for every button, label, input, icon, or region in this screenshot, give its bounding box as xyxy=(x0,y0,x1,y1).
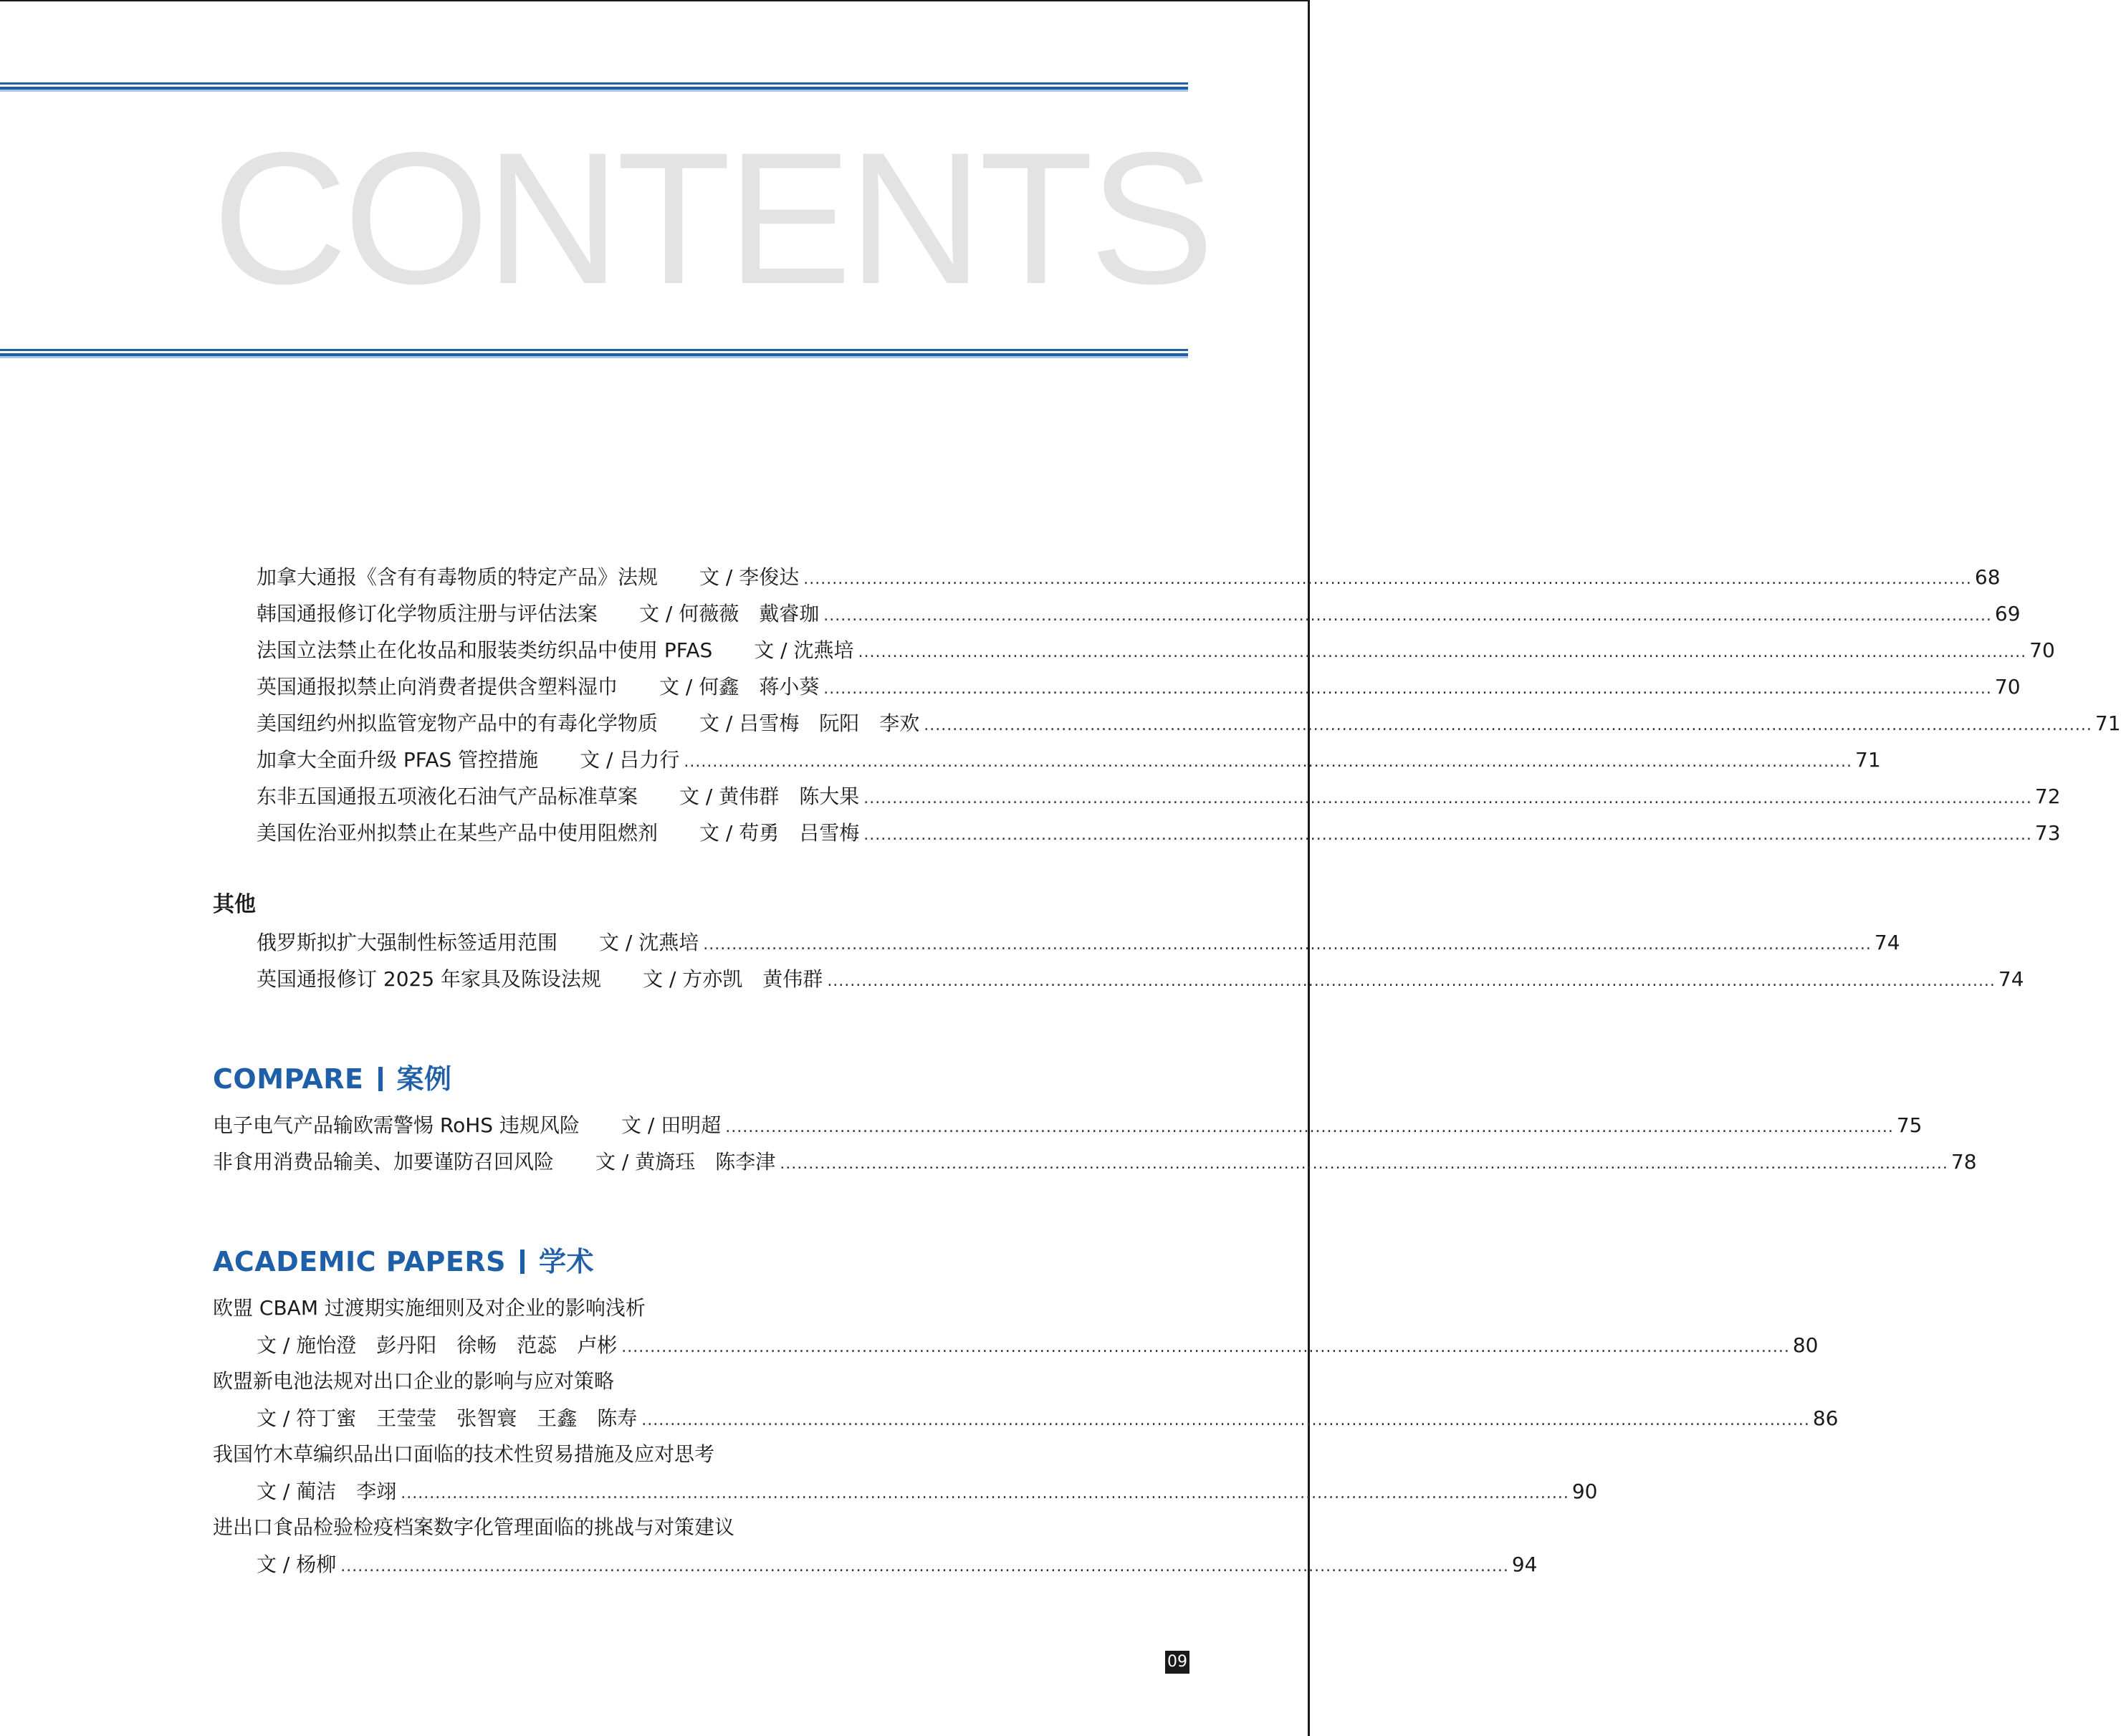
leader-dots: ............................................................................................................................................................................................................ xyxy=(401,1485,1569,1502)
toc-entry-author: 文 / 沈燕培 xyxy=(599,931,699,954)
leader-dots: ............................................................................................................................................................................................................ xyxy=(340,1558,1509,1576)
toc-entry-page: 80 xyxy=(1792,1333,1819,1357)
section-heading-en: COMPARE xyxy=(213,1063,364,1095)
toc-entry-page: 71 xyxy=(2094,711,2121,735)
toc-entry-page: 86 xyxy=(1812,1406,1839,1430)
toc-entry[interactable] xyxy=(257,563,2001,592)
toc-entry[interactable] xyxy=(257,1331,1819,1360)
toc-entry[interactable] xyxy=(257,746,1881,775)
toc-entry-title: 韩国通报修订化学物质注册与评估法案 xyxy=(257,602,598,625)
toc-entry-author: 文 / 何薇薇 戴睿珈 xyxy=(639,602,820,625)
toc-entry[interactable] xyxy=(257,1404,1839,1433)
top-double-rule xyxy=(0,82,1188,92)
toc-entry[interactable] xyxy=(257,1550,1538,1579)
toc-entry-author: 文 / 黄伟群 陈大果 xyxy=(679,785,860,808)
leader-dots: ............................................................................................................................................................................................................ xyxy=(641,1411,1810,1429)
leader-dots: ............................................................................................................................................................................................................ xyxy=(858,643,2027,661)
toc-entry-page: 72 xyxy=(2034,785,2061,808)
page-border-top xyxy=(0,0,1310,1)
toc-entry[interactable] xyxy=(257,636,2055,665)
leader-dots: ............................................................................................................................................................................................................ xyxy=(725,1118,1894,1136)
toc-entry[interactable] xyxy=(213,1148,1977,1176)
section-heading-zh: 案例 xyxy=(396,1063,452,1095)
toc-entry-author: 文 / 方亦凯 黄伟群 xyxy=(643,967,823,991)
page-number-badge: 09 xyxy=(1165,1651,1189,1674)
toc-entry-title: 英国通报拟禁止向消费者提供含塑料湿巾 xyxy=(257,675,618,699)
leader-dots: ............................................................................................................................................................................................................ xyxy=(703,936,1872,954)
subsection-heading-other: 其他 xyxy=(213,892,256,917)
toc-entry-page: 78 xyxy=(1950,1150,1977,1174)
toc-entry-page: 70 xyxy=(2029,638,2055,662)
leader-dots: ............................................................................................................................................................................................................ xyxy=(863,790,2032,807)
toc-entry-title: 法国立法禁止在化妆品和服装类纺织品中使用 PFAS xyxy=(257,638,713,662)
toc-entry-page: 70 xyxy=(1994,675,2021,699)
toc-entry-author: 文 / 田明超 xyxy=(621,1113,722,1137)
toc-entry[interactable] xyxy=(257,1477,1598,1506)
toc-entry-title: 东非五国通报五项液化石油气产品标准草案 xyxy=(257,785,638,808)
toc-entry-title: 非食用消费品输美、加要谨防召回风险 xyxy=(213,1150,555,1174)
section-divider-bar xyxy=(520,1250,525,1274)
toc-entry[interactable] xyxy=(257,600,2021,628)
toc-entry[interactable] xyxy=(257,709,2121,738)
leader-dots: ............................................................................................................................................................................................................ xyxy=(803,570,1972,588)
toc-entry-page: 69 xyxy=(1994,602,2021,625)
toc-entry-author: 文 / 沈燕培 xyxy=(754,638,854,662)
toc-entry-author: 文 / 符丁蜜 王莹莹 张智寰 王鑫 陈寿 xyxy=(257,1406,638,1430)
toc-entry-title: 加拿大全面升级 PFAS 管控措施 xyxy=(257,748,539,772)
toc-entry-page: 68 xyxy=(1974,565,2001,589)
toc-entry-page: 71 xyxy=(1855,748,1881,772)
contents-watermark-title: CONTENTS xyxy=(212,113,1210,323)
toc-entry-page: 74 xyxy=(1998,967,2024,991)
toc-entry-title: 美国佐治亚州拟禁止在某些产品中使用阻燃剂 xyxy=(257,821,659,845)
paper-title[interactable]: 我国竹木草编织品出口面临的技术性贸易措施及应对思考 xyxy=(213,1442,715,1466)
toc-entry[interactable] xyxy=(257,673,2021,701)
toc-entry-page: 90 xyxy=(1571,1480,1598,1503)
toc-entry-page: 73 xyxy=(2034,821,2061,845)
leader-dots: ............................................................................................................................................................................................................ xyxy=(827,972,1996,990)
leader-dots: ............................................................................................................................................................................................................ xyxy=(780,1155,1948,1173)
toc-entry-author: 文 / 蔺洁 李翊 xyxy=(257,1480,397,1503)
toc-entry-title: 美国纽约州拟监管宠物产品中的有毒化学物质 xyxy=(257,711,659,735)
toc-entry-page: 94 xyxy=(1511,1553,1538,1576)
section-heading-academic xyxy=(213,1244,594,1280)
leader-dots: ............................................................................................................................................................................................................ xyxy=(924,716,2092,734)
leader-dots: ............................................................................................................................................................................................................ xyxy=(823,607,1992,625)
leader-dots: ............................................................................................................................................................................................................ xyxy=(823,680,1992,698)
paper-title[interactable]: 欧盟 CBAM 过渡期实施细则及对企业的影响浅析 xyxy=(213,1296,646,1320)
toc-entry-author: 文 / 吕力行 xyxy=(580,748,680,772)
paper-title[interactable]: 欧盟新电池法规对出口企业的影响与应对策略 xyxy=(213,1369,615,1393)
toc-entry-title: 英国通报修订 2025 年家具及陈设法规 xyxy=(257,967,602,991)
section-heading-zh: 学术 xyxy=(539,1246,595,1277)
bottom-double-rule xyxy=(0,349,1188,358)
section-divider-bar xyxy=(378,1067,383,1091)
section-heading-en: ACADEMIC PAPERS xyxy=(213,1246,506,1277)
toc-entry-author: 文 / 何鑫 蒋小葵 xyxy=(659,675,820,699)
toc-entry[interactable] xyxy=(213,1111,1923,1140)
toc-entry[interactable] xyxy=(257,965,2024,994)
toc-entry-page: 75 xyxy=(1896,1113,1923,1137)
toc-entry[interactable] xyxy=(257,819,2061,848)
toc-entry[interactable] xyxy=(257,929,1900,957)
toc-entry-author: 文 / 杨柳 xyxy=(257,1553,337,1576)
toc-entry-title: 加拿大通报《含有有毒物质的特定产品》法规 xyxy=(257,565,659,589)
toc-entry-title: 电子电气产品输欧需警惕 RoHS 违规风险 xyxy=(213,1113,580,1137)
paper-title[interactable]: 进出口食品检验检疫档案数字化管理面临的挑战与对策建议 xyxy=(213,1515,735,1539)
toc-entry-title: 俄罗斯拟扩大强制性标签适用范围 xyxy=(257,931,558,954)
leader-dots: ............................................................................................................................................................................................................ xyxy=(863,826,2032,844)
leader-dots: ............................................................................................................................................................................................................ xyxy=(684,753,1853,771)
toc-entry-author: 文 / 苟勇 吕雪梅 xyxy=(699,821,860,845)
section-heading-compare xyxy=(213,1061,452,1097)
page-border-right xyxy=(1308,0,1310,1736)
toc-entry-page: 74 xyxy=(1874,931,1900,954)
toc-entry-author: 文 / 李俊达 xyxy=(699,565,800,589)
leader-dots: ............................................................................................................................................................................................................ xyxy=(621,1338,1790,1356)
toc-entry[interactable] xyxy=(257,782,2061,811)
toc-entry-author: 文 / 黄旖珏 陈李津 xyxy=(595,1150,776,1174)
toc-entry-author: 文 / 吕雪梅 阮阳 李欢 xyxy=(699,711,920,735)
toc-entry-author: 文 / 施怡澄 彭丹阳 徐畅 范蕊 卢彬 xyxy=(257,1333,618,1357)
